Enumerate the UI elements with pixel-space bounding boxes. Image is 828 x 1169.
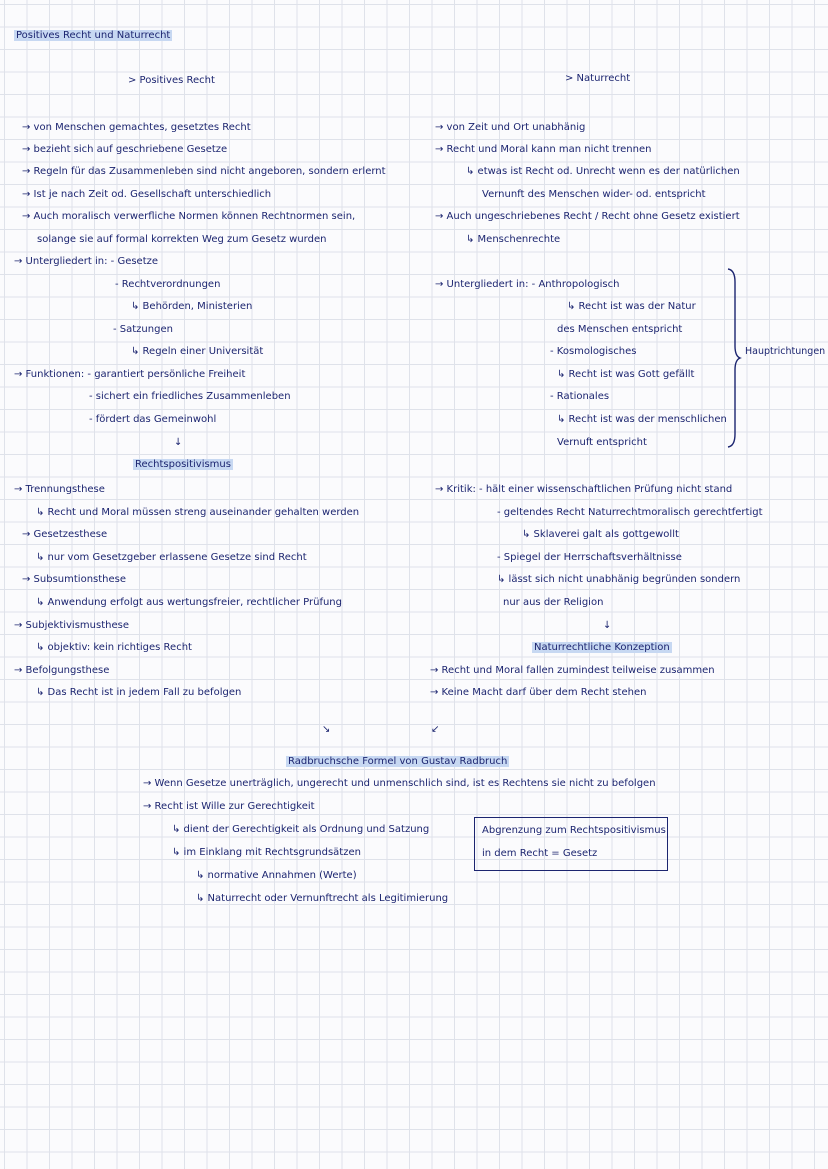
formula-title: Radbruchsche Formel von Gustav Radbruch <box>288 756 508 767</box>
brace-label: Hauptrichtungen <box>745 346 826 357</box>
left-line: - Rechtverordnungen <box>115 279 221 290</box>
positivism-line: ↳ Anwendung erfolgt aus wertungsfreier, rechtlicher Prüfung <box>36 597 342 608</box>
natural-law-header: > Naturrecht <box>565 73 631 84</box>
right-line: ↳ etwas ist Recht od. Unrecht wenn es der natürlichen <box>466 166 740 177</box>
positivism-line: ↳ Recht und Moral müssen streng auseinander gehalten werden <box>36 507 360 518</box>
formula-line: → Recht ist Wille zur Gerechtigkeit <box>143 801 315 812</box>
curly-brace-icon <box>727 268 741 448</box>
formula-line: ↳ normative Annahmen (Werte) <box>196 870 357 881</box>
right-line: des Menschen entspricht <box>557 324 683 335</box>
left-line: → Auch moralisch verwerfliche Normen können Rechtnormen sein, <box>22 211 356 222</box>
critique-line: nur aus der Religion <box>503 597 604 608</box>
positivism-line: → Gesetzesthese <box>22 529 108 540</box>
arrow-down-right: ↘ <box>322 724 331 735</box>
conception-title: Naturrechtliche Konzeption <box>534 642 670 653</box>
right-line: → von Zeit und Ort unabhänig <box>435 122 586 133</box>
positivism-line: ↳ objektiv: kein richtiges Recht <box>36 642 192 653</box>
positivism-line: → Befolgungsthese <box>14 665 110 676</box>
conception-line: → Recht und Moral fallen zumindest teilweise zusammen <box>430 665 715 676</box>
demarcation-line: Abgrenzung zum Rechtspositivismus <box>482 825 666 836</box>
critique-line: ↳ lässt sich nicht unabhänig begründen sondern <box>497 574 741 585</box>
critique-line: - geltendes Recht Naturrechtmoralisch gerechtfertigt <box>497 507 763 518</box>
page-title: Positives Recht und Naturrecht <box>16 30 171 41</box>
down-arrow: ↓ <box>174 437 183 448</box>
left-line: → Regeln für das Zusammenleben sind nicht angeboren, sondern erlernt <box>22 166 386 177</box>
left-line: → Funktionen: - garantiert persönliche Freiheit <box>14 369 246 380</box>
conception-line: → Keine Macht darf über dem Recht stehen <box>430 687 647 698</box>
arrow-down-left: ↙ <box>431 724 440 735</box>
left-line: ↳ Behörden, Ministerien <box>131 301 253 312</box>
right-line: → Recht und Moral kann man nicht trennen <box>435 144 652 155</box>
positive-law-header: > Positives Recht <box>128 75 215 86</box>
left-line: - fördert das Gemeinwohl <box>89 414 217 425</box>
left-line: ↳ Regeln einer Universität <box>131 346 264 357</box>
positivism-title: Rechtspositivismus <box>135 459 231 470</box>
formula-line: ↳ Naturrecht oder Vernunftrecht als Legitimierung <box>196 893 449 904</box>
left-line: - sichert ein friedliches Zusammenleben <box>89 391 291 402</box>
positivism-line: → Trennungsthese <box>14 484 105 495</box>
formula-line: ↳ im Einklang mit Rechtsgrundsätzen <box>172 847 361 858</box>
left-line: → bezieht sich auf geschriebene Gesetze <box>22 144 228 155</box>
left-line: solange sie auf formal korrekten Weg zum Gesetz wurden <box>37 234 327 245</box>
formula-line: ↳ dient der Gerechtigkeit als Ordnung und Satzung <box>172 824 430 835</box>
demarcation-line: in dem Recht = Gesetz <box>482 848 598 859</box>
left-line: → Untergliedert in: - Gesetze <box>14 256 159 267</box>
right-line: ↳ Recht ist was Gott gefällt <box>557 369 695 380</box>
critique-line: ↳ Sklaverei galt als gottgewollt <box>522 529 679 540</box>
left-line: - Satzungen <box>113 324 173 335</box>
right-line: Vernuft entspricht <box>557 437 647 448</box>
right-line: ↳ Recht ist was der Natur <box>567 301 696 312</box>
formula-line: → Wenn Gesetze unerträglich, ungerecht und unmenschlich sind, ist es Rechtens sie nicht zu befolgen <box>143 778 656 789</box>
positivism-line: → Subjektivismusthese <box>14 620 129 631</box>
positivism-line: → Subsumtionsthese <box>22 574 127 585</box>
right-line: → Auch ungeschriebenes Recht / Recht ohne Gesetz existiert <box>435 211 740 222</box>
right-line: Vernunft des Menschen wider- od. entspricht <box>482 189 706 200</box>
left-line: → Ist je nach Zeit od. Gesellschaft unterschiedlich <box>22 189 272 200</box>
critique-line: → Kritik: - hält einer wissenschaftlichen Prüfung nicht stand <box>435 484 733 495</box>
right-line: ↳ Menschenrechte <box>466 234 561 245</box>
right-line: ↳ Recht ist was der menschlichen <box>557 414 727 425</box>
left-line: → von Menschen gemachtes, gesetztes Recht <box>22 122 251 133</box>
right-line: - Kosmologisches <box>550 346 637 357</box>
right-line: → Untergliedert in: - Anthropologisch <box>435 279 620 290</box>
critique-line: - Spiegel der Herrschaftsverhältnisse <box>497 552 682 563</box>
right-line: - Rationales <box>550 391 610 402</box>
positivism-line: ↳ nur vom Gesetzgeber erlassene Gesetze sind Recht <box>36 552 307 563</box>
down-arrow: ↓ <box>603 620 612 631</box>
positivism-line: ↳ Das Recht ist in jedem Fall zu befolgen <box>36 687 242 698</box>
